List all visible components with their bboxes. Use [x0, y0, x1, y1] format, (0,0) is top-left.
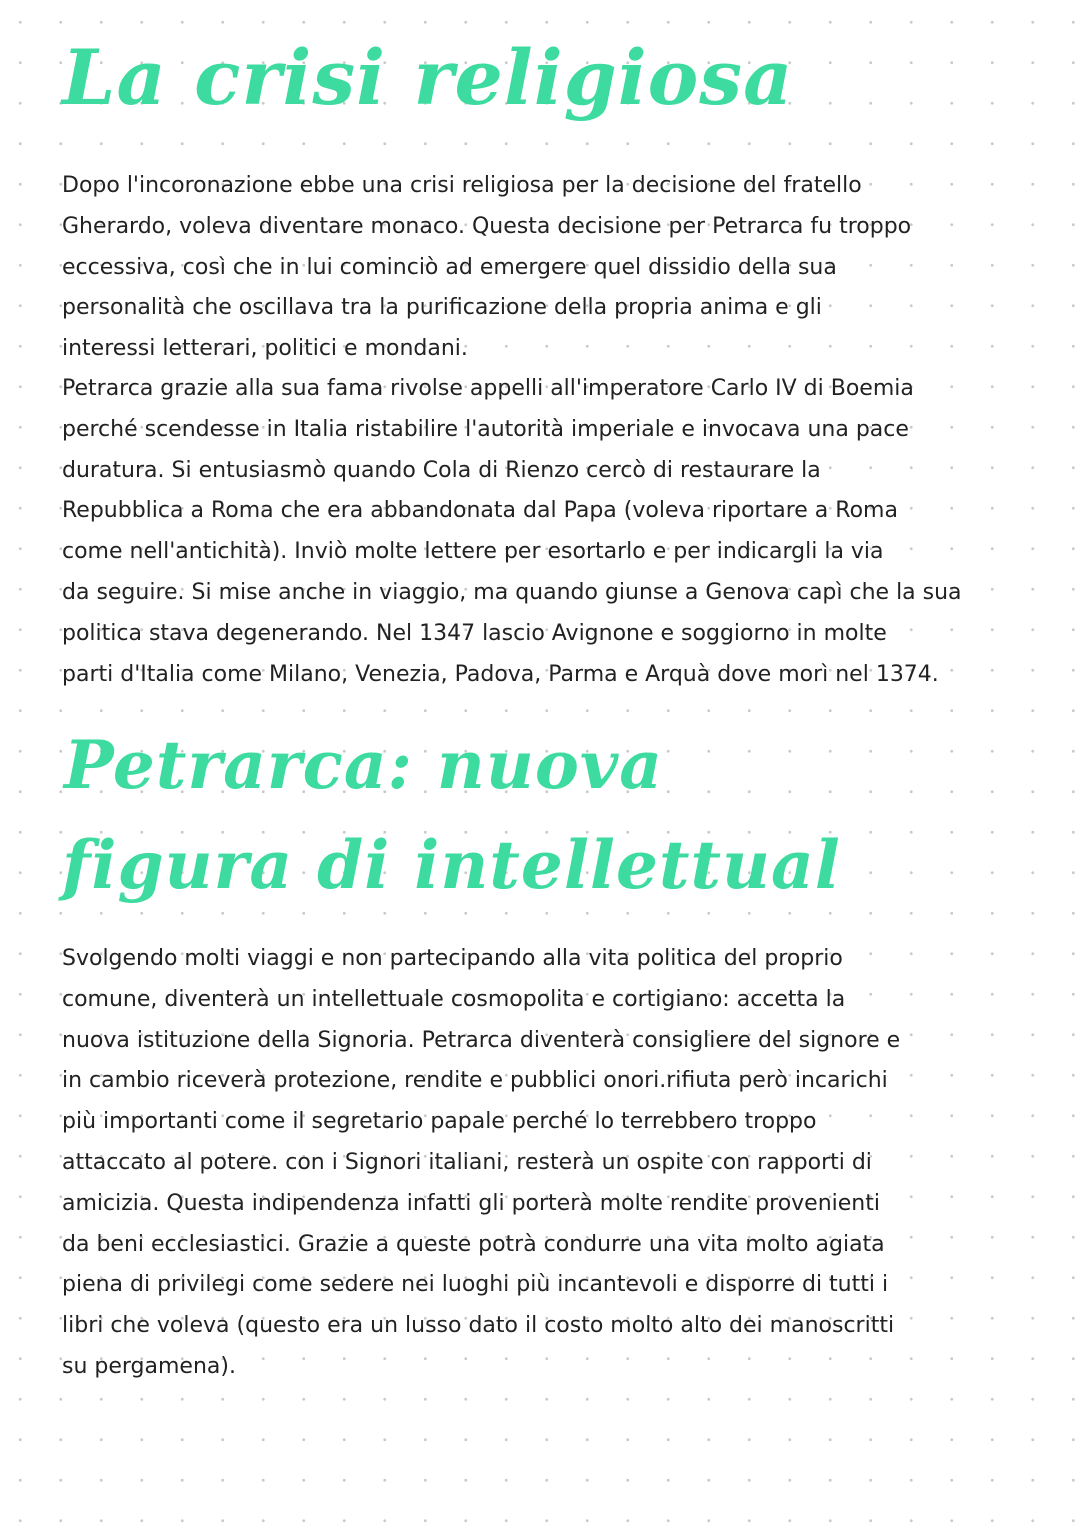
text-line: Dopo l'incoronazione ebbe una crisi religiosa per la decisione del fratello [62, 173, 862, 198]
section-title-petrarca-line1: Petrarca: nuova [64, 726, 664, 804]
text-line: duratura. Si entusiasmò quando Cola di Rienzo cercò di restaurare la [62, 457, 821, 483]
text-line: piena di privilegi come sedere nei luoghi più incantevoli e disporre di tutti i [62, 1272, 889, 1298]
text-line: parti d'Italia come Milano, Venezia, Padova, Parma e Arquà dove morì nel 1374. [62, 661, 939, 687]
text-line: da seguire. Si mise anche in viaggio, ma quando giunse a Genova capì che la sua [62, 579, 962, 605]
text-line: perché scendesse in Italia ristabilire l'autorità imperiale e invocava una pace [62, 416, 909, 442]
text-line: Repubblica a Roma che era abbandonata dal Papa (voleva riportare a Roma [62, 498, 898, 524]
text-line: più importanti come il segretario papale perché lo terrebbero troppo [62, 1109, 817, 1135]
text-line: Gherardo, voleva diventare monaco. Questa decisione per Petrarca fu troppo [62, 213, 912, 239]
paragraph-intellettuale [62, 939, 900, 1388]
text-line: libri che voleva (questo era un lusso dato il costo molto alto dei manoscritti [62, 1313, 895, 1339]
text-line: amicizia. Questa indipendenza infatti gli porterà molte rendite provenienti [62, 1190, 880, 1216]
text-line: personalità che oscillava tra la purificazione della propria anima e gli [62, 295, 822, 321]
text-line: su pergamena). [62, 1353, 236, 1379]
text-line: Svolgendo molti viaggi e non partecipando alla vita politica del proprio [62, 946, 843, 971]
text-line: comune, diventerà un intellettuale cosmopolita e cortigiano: accetta la [62, 986, 846, 1012]
section-title-petrarca-line2: figura di intellettual [62, 826, 841, 904]
text-line: interessi letterari, politici e mondani. [62, 336, 468, 362]
text-line: da beni ecclesiastici. Grazie a queste potrà condurre una vita molto agiata [62, 1231, 885, 1257]
text-line: eccessiva, così che in lui cominciò ad emergere quel dissidio della sua [62, 254, 837, 280]
text-line: nuova istituzione della Signoria. Petrarca diventerà consigliere del signore e [62, 1027, 901, 1053]
text-line: politica stava degenerando. Nel 1347 lascio Avignone e soggiorno in molte [62, 620, 887, 646]
text-line: Petrarca grazie alla sua fama rivolse appelli all'imperatore Carlo IV di Boemia [62, 376, 914, 401]
paragraph-crisi-1 [62, 166, 911, 370]
paragraph-crisi-2 [62, 369, 962, 695]
text-line: come nell'antichità). Inviò molte lettere per esortarlo e per indicargli la via [62, 539, 884, 565]
text-line: in cambio riceverà protezione, rendite e pubblici onori.rifiuta però incarichi [62, 1068, 888, 1094]
section-title-crisi-religiosa: La crisi religiosa [62, 33, 794, 122]
text-line: attaccato al potere. con i Signori italiani, resterà un ospite con rapporti di [62, 1149, 872, 1175]
